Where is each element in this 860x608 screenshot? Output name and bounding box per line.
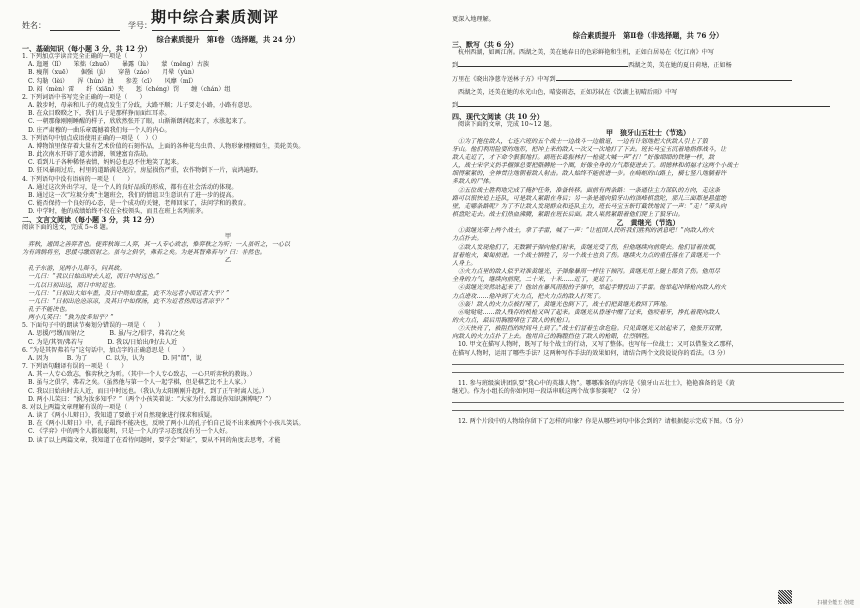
passage-jia-para: 路可以很快追上连队，可是敌人紧跟在身后；另一条是通向狼牙山的顶峰棋盘陀，那儿三面都是悬崖绝 (452, 194, 727, 202)
passage-jia-para: ①为了拖住敌人，七连六班的五个战士一边战斗一边撤退，一边有计划地把大伙敌人引上了狼 (458, 137, 708, 145)
part2-title: 综合素质提升 第Ⅱ卷（非选择题，共 76 分） (572, 31, 724, 41)
dictation-blank-1[interactable] (458, 66, 628, 67)
answer-line-11b[interactable] (452, 410, 844, 411)
passage-jia-para: 多敌人的尸体。 (452, 178, 495, 186)
passage-jia-para: 牙山。他们利用险要的地形，把冲上来的敌人一次又一次地打了下去。班长马宝玉沉着地指挥战斗，让 (452, 145, 727, 153)
passage-jia-line: 为有鸿鹄将至，思援弓缴而射之。虽与之俱学，弗若之矣。为是其智弗若与？曰：非然也。 (22, 248, 266, 256)
passage-yi-para: 冒着炮火，匍匐前进。一个战士牺牲了，另一个战士也负了伤。继续火力点的重任落在了黄继光一个 (452, 251, 721, 259)
passage-yi-para: 人身上。 (452, 259, 477, 267)
q8-option: A. 读了《两小儿辩日》，我知道了要敢于对自然现象进行探求和质疑。 (28, 412, 217, 420)
question-10: 10. 甲文在描写人物时，既写了每个战士的行动，又写了整体。也写每一位战士；又可以借鉴文乙那样， (458, 341, 738, 349)
passage-yi-label: 乙 (224, 257, 232, 265)
passage-yi-para: 力点扑去。 (452, 235, 483, 243)
q7-option: A. 其一人专心致志，惟弈秋之为听。（其中一个人专心致志，一心只听弈秋的教诲。） (28, 371, 256, 379)
passage-yi-line: 一儿以日初出远，而日中时近也。 (28, 281, 120, 289)
passage-yi-para: ⑤轰！敌人的火力点被打哑了，黄继光也倒下了，战士们把黄继光救回了阵地。 (458, 300, 672, 308)
question-10-cont: 在描写人物时，运用了哪些手法？这两种写作手法的效果如何，请结合两个文段说说你的看法。（3 分） (452, 349, 729, 357)
q1-option: D. 闷（mèn）雷 纤（xiān）夹 惩（chéng）罚 缠（chán）组 (28, 85, 231, 93)
q2-option: B. 在众目睽睽之下，我们儿子是那样狰而面红耳赤。 (28, 110, 171, 118)
passage-yi-para: ①黄继光带上两个战士，拿了手雷，喊了一声：“让祖国人民听我们胜利的消息吧！”向敌人的火 (458, 227, 715, 235)
passage-jia-title: 甲 狼牙山五壮士（节选） (606, 128, 690, 138)
q3-option: B. 此次南水开辟了道水清源，领建富育浩劫。 (28, 151, 153, 159)
passage-jia-para: 棋盘陀走去。战士们热血沸腾，紧跟在班长后面。敌人果然紧跟着他们爬上了狼牙山。 (452, 210, 684, 218)
q7-option: B. 虽与之俱学，弗若之矣。（虽然他与第一个人一起学棋，但是棋艺比不上人家。） (28, 379, 250, 387)
left-column (22, 34, 434, 445)
section-2-heading: 二、文言文阅读（每小题 3 分，共 12 分） (22, 215, 159, 225)
continued-text: 更深入地理解。 (452, 16, 495, 23)
passage-yi-line: 孔子东游，见两小儿辩斗，问其故。 (28, 265, 126, 273)
question-8: 8. 对以上两篇文章理解有误的一项是（ ） (22, 403, 146, 411)
q2-option: C. 一朝那像刚刚睡醒的样子，欣欣然张开了眼，山渐渐朗润起来了，水涨起来了。 (28, 118, 250, 126)
question-11: 11. 参与班级演讲团队要“我心中的英雄人物”。哪哪准备的内容是《狼牙山五壮士》，艳艳准备的是《黄 (458, 379, 735, 387)
q3-option: A. 博物馆里保存着大量有艺术价值的石刻作品，上面的各种花鸟虫兽、人物形象栩栩如生，美轮美奂。 (28, 142, 305, 150)
passage-yi-line: 一儿曰：“日初出沧沧凉凉，及其日中如探汤，此不为近者热而远者凉乎？” (28, 297, 230, 305)
right-column (452, 16, 844, 426)
dictation-blank-3[interactable] (458, 106, 830, 107)
passage-yi-para: 的火力点，最后用胸膛堵住了敌人的机枪口。 (452, 317, 574, 324)
passage-yi-para: ④黄继光突然站起来了！他站在暴风雨般的子弹中，举起手臂投出了手雷。他举起冲锋枪向敌人的火 (458, 284, 727, 292)
passage-yi-para: ②敌人发现他们了，无数颗子弹向他们射来，黄继光受了伤，但他继续向前爬去。他们冒着浓烟， (458, 243, 721, 251)
passage-yi-para: ⑥哒哒哒……敌人残存的机枪又叫了起来。黄继光从昏迷中醒了过来，他咬着牙，挣扎着爬向敌人 (458, 308, 721, 316)
question-6: 6. “为是其智弗若与”这句话中，加点字的正确意思是（ ） (22, 346, 189, 354)
dictation-line: 杭州西湖，如画江南。西湖之美，美在她春日的色彩鲜艳和生机，正如白居易在《忆江南》中写 (458, 49, 714, 57)
q4-option: B. 通过这一次“垃圾分类”主题班会，我们的情谊卫生意识有了进一步的提高。 (28, 191, 238, 199)
dictation-line (452, 62, 844, 70)
dictation-text: 西湖之美，美在她的夏日荷塘，正如杨 (628, 62, 732, 70)
q3-option: C. 看到儿子各种稀怪表情，妈妈总也忍不住地笑了起来。 (28, 159, 183, 167)
id-blank[interactable] (152, 30, 218, 31)
q5-option: A. 思援/弓缴/而射/之 B. 虽/与之/俱学，弗若/之矣 (28, 330, 185, 338)
question-5: 5. 下面句子中的朗读节奏划分错误的一项是（ ） (22, 322, 164, 330)
q7-option: D. 两小儿笑曰：“孰为汝多知乎？”（两个小孩笑着说：“大家为什么都说你知识渊博呢？”） (28, 395, 275, 403)
q4-option: D. 中学时，他的成绩始终不仅在全校领头，而且在班上名列前茅。 (28, 208, 208, 216)
passage-jia-para: 细得紧紧的，全神贯注地朝着敌人射击。敌人始终不能前进一步。在崎岖的山路上，横七竖八地躺着许 (452, 170, 727, 178)
section-4-intro: 阅读下面的文章，完成 10~12 题。 (458, 121, 556, 129)
question-12: 12. 两个片段中的人物给你留下了怎样的印象？你是从哪些词句中体会到的？请根据提示完成下图。（5 分） (458, 418, 747, 426)
q8-option: C. 《学弈》中的两个人都很聪明，只是一个人的学习态度没有另一个人好。 (28, 428, 232, 436)
name-label: 姓名： (22, 21, 46, 30)
page-title: 期中综合素质测评 (150, 8, 279, 26)
dictation-line (452, 102, 844, 110)
q1-option: B. 瘦削（xuē） 倔强（jì） 穿凿（záo） 月晕（yùn） (28, 69, 198, 77)
dictation-line: 西湖之美，还美在她的水光山色，晴姿雨态，正如苏轼在《饮湖上初晴后雨》中写 (458, 88, 678, 96)
q2-option: D. 庄严肃穆的一曲乐章震撼着我们每一个人的内心。 (28, 126, 171, 134)
q2-option: A. 散步时，母亲和儿子的观点发生了分歧，大路平顺；儿子要走小路，小路有意思。 (28, 102, 256, 110)
section-4-heading: 四、现代文阅读（共 10 分） (452, 112, 544, 122)
passage-jia-para: ②五位战士胜利地完成了掩护任务，准备转移。面前有两条路：一条通往主力部队的方向，走这条 (458, 186, 721, 194)
passage-yi-line: 两小儿笑曰：“孰为汝多知乎？” (28, 314, 114, 322)
q5-option: C. 为是/其智/弗若与 D. 我以/日始出/时/去人近 (28, 338, 178, 346)
q8-option: B. 在《两小儿辩日》中，孔子最终不能决也，反映了两小儿的孔子怕自己说不出来被两个小孩儿笑话。 (28, 420, 305, 428)
section-3-heading: 三、默写（共 6 分） (452, 40, 518, 50)
id-label: 学号： (128, 21, 152, 30)
passage-yi-line: 一儿曰：“我以日始出时去人近，而日中时远也。” (28, 273, 160, 281)
passage-yi-line: 一儿曰：“日初出大如车盖，及日中则如盘盂，此不为远者小而近者大乎？” (28, 289, 230, 297)
passage-jia-para: 壁，走哪条路呢？为了不让敌人发现群众和连队主力，班长马宝玉斩钉截铁地说了一声：“走！”带头向 (452, 202, 727, 210)
scanner-watermark: 扫描全能王 创建 (817, 600, 854, 606)
passage-jia-label: 甲 (224, 232, 232, 240)
dictation-prefix: 到 (452, 101, 459, 109)
q6-option: A. 因为 B. 为了 C. 以为，认为 D. 同“谓”，说 (28, 354, 202, 362)
passage-yi-line: 孔子不能决也。 (28, 306, 71, 313)
passage-jia-line: 弈秋，通国之善弈者也。使弈秋诲二人弈，其一人专心致志，惟弈秋之为听；一人虽听之，一心以 (28, 240, 291, 248)
question-4: 4. 下列语句中没有语病的一项是（ ） (22, 175, 134, 183)
qr-code-icon (778, 590, 792, 604)
question-7: 7. 下列语句翻译有误的一项是（ ） (22, 363, 128, 371)
dictation-text: 万里在《晓出净慈寺送林子方》中写到 (452, 75, 556, 83)
passage-jia-para: 敌人走近了，才下命令狠狠地打。副班长葛振林打一枪就大喊一声“打！”好像细细的铁锤一样，敌 (452, 153, 715, 161)
q3-option: D. 狂风暴雨过后，村里的道路满是泥泞，房屋损伤严重，农作物倒下一片，哀鸿遍野。 (28, 167, 263, 175)
answer-line-10b[interactable] (452, 372, 844, 373)
q8-option: D. 读了以上两篇文章，我知道了在看待问题时，要学会“辩证”，要从不同的角度去思考，才能 (28, 436, 281, 444)
name-blank[interactable] (50, 30, 120, 31)
q1-option: A. 迤逦（lǐ） 笨拙（zhuō） 暴露（lù） 蒙（měng）古族 (28, 61, 209, 69)
q7-option: C. 我以日始出时去人近，而日中时远也。（我认为太阳刚刚升起时，到了正午时离人远。） (28, 387, 268, 395)
q1-option: C. 勾勒（lèi） 浑（hún）浊 参差（cī） 风靡（mǐ） (28, 77, 197, 85)
passage-yi-para: 向敌人的火力点扑了上去。他用自己的胸膛挡住了敌人的枪眼，壮烈牺牲。 (452, 333, 654, 341)
dictation-blank-2[interactable] (556, 80, 792, 81)
answer-line-11a[interactable] (452, 402, 844, 403)
question-11-cont: 继光》。作为小组长的你如何用一段话串联这两个故事参赛呢？（2 分） (452, 387, 644, 395)
section-2-intro: 阅读下面的选文，完成 5~8 题。 (22, 224, 112, 232)
passage-yi-para: 全身的力气，继续向前爬，二十米，十米……近了，更近了。 (452, 276, 617, 284)
dictation-prefix: 到 (452, 62, 459, 70)
question-1: 1. 下列加点字读音完全正确的一项是（ ） (22, 53, 146, 61)
question-2: 2. 下列词语中书写完全正确的一项是（ ） (22, 93, 146, 101)
question-3: 3. 下列语句中加点成语使用正确的一项是（ ）（） (22, 134, 161, 142)
passage-yi-title: 乙 黄继光（节选） (616, 218, 680, 228)
passage-yi-para: ③火力点里的敌人似乎对准黄继光，子弹像暴雨一样往下倾泻。黄继光用上腿上都负了伤。他用尽 (458, 268, 721, 276)
q4-option: A. 通过这次外出学习，是一个人的良好品质的形成，都有在社会活动的体现。 (28, 183, 238, 191)
passage-yi-para: 力点进攻……他冲到了火力点，把火力点的敌人打死了。 (452, 292, 605, 300)
q4-option: C. 能否保持一个良好的心态，是一个成功的关键，老师回家了，法问学和的教育。 (28, 199, 250, 207)
section-1-heading: 一、基础知识（每小题 3 分，共 12 分） (22, 44, 152, 53)
dictation-line (452, 76, 844, 84)
answer-line-10a[interactable] (452, 364, 844, 365)
part1-title: 综合素质提升 第Ⅰ卷 （选择题，共 24 分） (156, 35, 300, 44)
passage-jia-para: 人，战士宋学义扔手榴弹总要把胳膊抡一个圈，好像全身的力气都使进去了。胡德林和胡福才这两个小战士 (452, 162, 739, 170)
passage-yi-para: ⑦天快亮了，被阻挡的时间马上到了。”战士们冒着生命危险。只见黄继光又站起来了，他张开双臂， (458, 325, 727, 333)
